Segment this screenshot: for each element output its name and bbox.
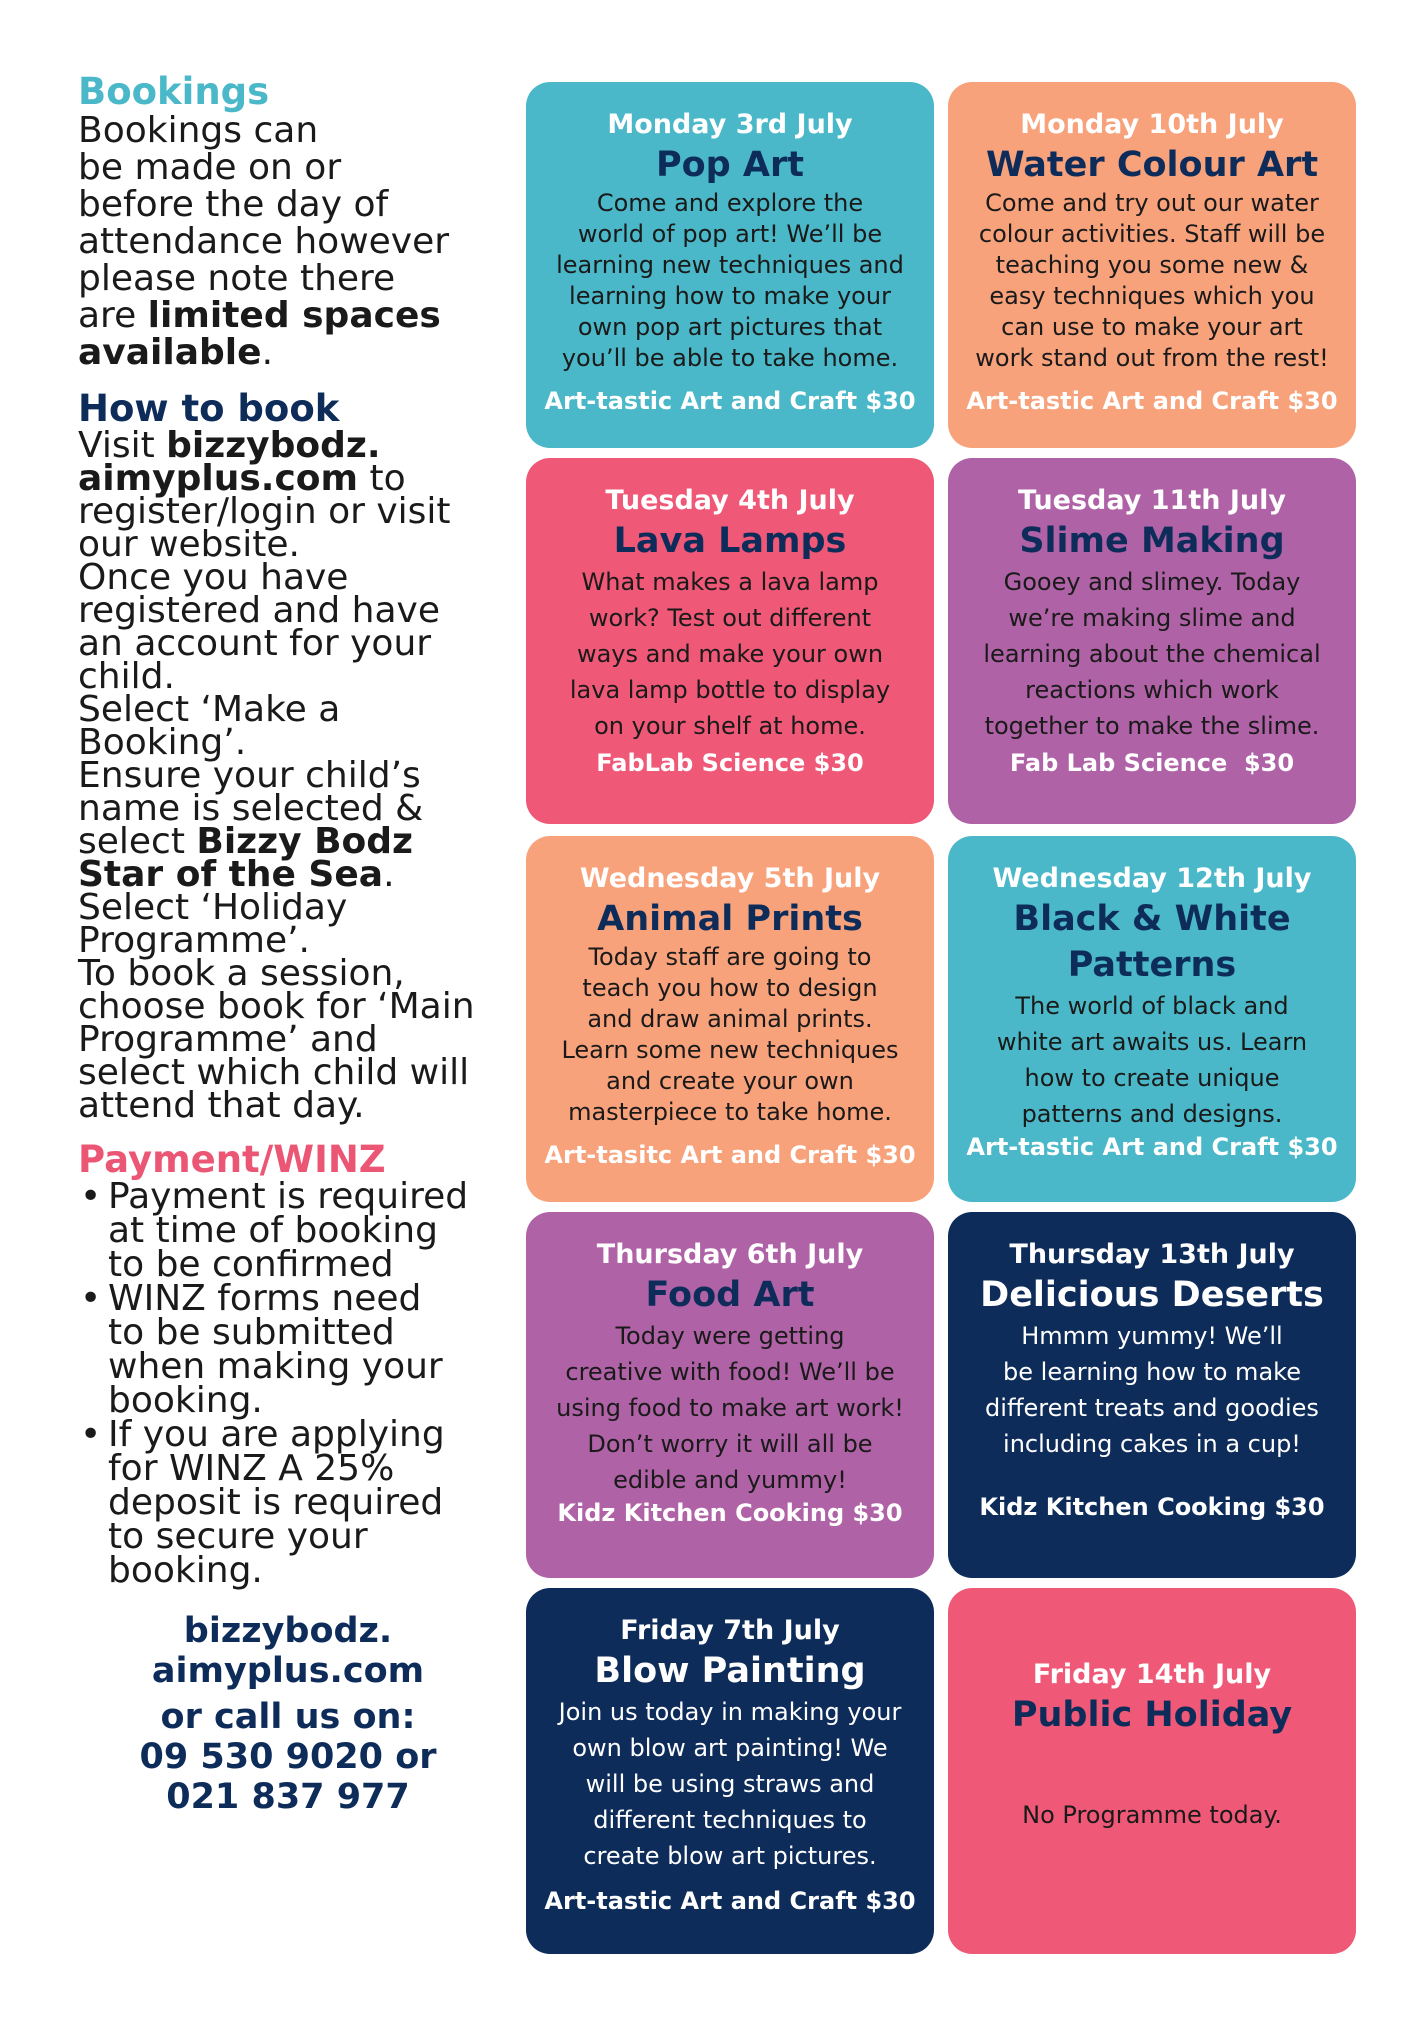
booking-site-link-2[interactable]: aimyplus.com [78,458,359,499]
htb-line: Booking’. [78,722,247,763]
session-card-slime-making [948,458,1356,824]
card-description [556,188,904,374]
htb-line: child. [78,656,175,697]
card-title: Blow Painting [594,1651,866,1691]
htb-line: Once you have [78,557,349,598]
visit-text: Visit [78,425,167,466]
desc-line: using food to make art work! [556,1394,904,1422]
card-date: Wednesday 5th July [579,863,881,894]
bookings-line: attendance however [78,221,450,262]
htb-line: To book a session, [78,953,405,994]
desc-line: and create your own [606,1067,854,1095]
card-date: Thursday 13th July [1009,1239,1295,1270]
bookings-heading: Bookings [78,70,270,113]
desc-line: learning about the chemical [983,640,1321,668]
contact-site-link-2[interactable]: aimyplus.com [151,1651,425,1691]
desc-line: easy techniques which you [989,282,1315,310]
card-price: Art-tastic Art and Craft $30 [544,387,916,415]
payment-bullet [78,1414,508,1591]
desc-line: own pop art pictures that [577,313,883,341]
bookings-are: are [78,295,148,336]
session-card-food-art [526,1212,934,1578]
desc-line: be learning how to make [1003,1358,1301,1386]
desc-line: will be using straws and [585,1770,875,1798]
htb-line: our website. [78,524,300,565]
desc-line: edible and yummy! [613,1466,847,1494]
htb-line: Select ‘Make a [78,689,341,730]
payment-line: • Payment is required [108,1176,469,1217]
call-us-text: or call us on: [160,1697,416,1737]
desc-line: Don’t worry it will all be [587,1430,873,1458]
phone-number-2[interactable]: 021 837 977 [166,1777,410,1817]
star-of-the-sea: Star of the Sea [78,854,384,895]
session-card-black-white-patterns [948,836,1356,1202]
card-date: Monday 3rd July [607,109,853,140]
desc-line: reactions which work [1025,676,1279,704]
desc-line: own blow art painting! We [572,1734,888,1762]
card-title: Water Colour Art [985,145,1319,185]
htb-line: name is selected & [78,788,424,829]
desc-line: including cakes in a cup! [1003,1430,1301,1458]
desc-line: work? Test out different [588,604,872,632]
desc-line: The world of black and [1015,992,1289,1020]
contact-site-link[interactable]: bizzybodz. [183,1611,393,1651]
desc-line: learning new techniques and [556,251,904,279]
desc-line: Hmmm yummy! We’ll [1021,1322,1283,1350]
desc-line: lava lamp bottle to display [569,676,891,704]
htb-line: an account for your [78,623,432,664]
session-card-animal-prints [526,836,934,1202]
desc-line: different techniques to [593,1806,867,1834]
bizzy-bodz: Bizzy Bodz [196,821,413,862]
card-title: Pop Art [655,145,804,185]
card-title: Food Art [645,1275,815,1315]
session-card-blow-painting [526,1588,934,1954]
select-text: select [78,821,197,862]
card-date: Wednesday 12th July [992,863,1312,894]
card-date: Monday 10th July [1020,109,1284,140]
desc-line: on your shelf at home. [594,712,866,740]
card-title: Animal Prints [597,899,863,939]
card-price: Art-tastic Art and Craft $30 [544,1887,916,1915]
card-description [559,1694,902,1874]
session-card-lava-lamps [526,458,934,824]
title-line: Patterns [1067,945,1237,985]
payment-line: to be submitted [108,1312,395,1353]
desc-line: create blow art pictures. [583,1842,877,1870]
htb-line: Ensure your child’s [78,755,421,796]
htb-line: choose book for ‘Main [78,986,475,1027]
to-text: to [358,458,406,499]
desc-line: together to make the slime. [984,712,1320,740]
htb-line: Star of the Sea. [78,854,395,895]
payment-heading: Payment/WINZ [78,1138,386,1181]
card-price: Art-tastic Art and Craft $30 [966,387,1338,415]
how-to-book-text [78,425,508,1126]
payment-line: deposit is required [108,1482,444,1523]
info-column [78,72,508,1820]
bookings-line: Bookings can [78,110,319,151]
htb-line: Programme’ and [78,1019,378,1060]
card-price: Fab Lab Science $30 [1009,749,1295,777]
payment-line: when making your [108,1346,443,1387]
htb-line: Select ‘Holiday [78,887,348,928]
desc-line: and draw animal prints. [587,1005,873,1033]
payment-line: • If you are applying [108,1414,445,1455]
card-description [985,1318,1319,1462]
htb-line: attend that day. [78,1085,365,1126]
bookings-line: be made on or [78,147,342,188]
card-date: Friday 7th July [620,1615,840,1646]
session-card-pop-art [526,82,934,448]
payment-line: • WINZ forms need [108,1278,422,1319]
desc-line: Come and explore the [596,189,864,217]
card-price: Art-tastic Art and Craft $30 [966,1133,1338,1161]
htb-line: select which child will [78,1052,470,1093]
desc-line: Come and try out our water [985,189,1319,217]
htb-line: registered and have [78,590,440,631]
phone-number-1[interactable]: 09 530 9020 or [139,1737,437,1777]
card-description [997,988,1307,1132]
how-to-book-heading: How to book [78,387,340,430]
session-card-public-holiday [948,1588,1356,1954]
bookings-line [78,297,508,334]
session-card-delicious-deserts [948,1212,1356,1578]
desc-line: teaching you some new & [995,251,1309,279]
desc-line: we’re making slime and [1008,604,1296,632]
card-date: Tuesday 11th July [1018,485,1286,516]
card-date: Thursday 6th July [596,1239,864,1270]
card-description [975,188,1328,374]
desc-line: colour activities. Staff will be [978,220,1326,248]
card-date: Tuesday 4th July [605,485,855,516]
card-description [983,564,1320,744]
payment-bullet [78,1176,508,1285]
limited-spaces: limited spaces [147,295,441,336]
desc-line: creative with food! We’ll be [565,1358,895,1386]
desc-line: ways and make your own [576,640,884,668]
card-price: Kidz Kitchen Cooking $30 [557,1499,903,1527]
desc-line: how to create unique [1024,1064,1280,1092]
desc-line: Join us today in making your [558,1698,902,1726]
payment-line: to secure your [108,1516,368,1557]
desc-line: work stand out from the rest! [975,344,1329,372]
desc-line: No Programme today. [1022,1801,1282,1829]
card-description [561,942,898,1128]
card-description [556,1318,904,1498]
desc-line: can use to make your art [1001,313,1303,341]
payment-bullet [78,1278,508,1421]
desc-line: patterns and designs. [1021,1100,1283,1128]
card-title: Delicious Deserts [980,1275,1324,1315]
payment-line: to be confirmed [108,1244,394,1285]
card-date: Friday 14th July [1032,1659,1272,1690]
desc-line: you’ll be able to take home. [561,344,899,372]
booking-site-link[interactable]: bizzybodz. [166,425,381,466]
desc-line: learning how to make your [569,282,891,310]
payment-line: booking. [108,1380,263,1421]
session-card-water-colour-art [948,82,1356,448]
payment-line: for WINZ A 25% [108,1448,395,1489]
desc-line: Gooey and slimey. Today [1003,568,1301,596]
bookings-line: before the day of [78,184,389,225]
title-line: Black & White [1013,899,1291,939]
desc-line: Learn some new techniques [561,1036,899,1064]
contact-block [78,1608,498,1820]
card-description [1022,1800,1282,1831]
payment-line: at time of booking [108,1210,438,1251]
card-title: Slime Making [1019,521,1285,561]
bookings-line [78,334,508,371]
bookings-line: please note there [78,258,396,299]
card-title: Lava Lamps [613,521,847,561]
desc-line: world of pop art! We’ll be [577,220,883,248]
desc-line: masterpiece to take home. [568,1098,892,1126]
card-title: Public Holiday [1011,1695,1293,1735]
desc-line: What makes a lava lamp [581,568,879,596]
available: available [78,332,262,373]
desc-line: Today staff are going to [588,943,872,971]
bookings-period: . [261,332,274,373]
bookings-text [78,112,508,371]
card-price: Art-tasitc Art and Craft $30 [544,1141,916,1169]
card-title [1013,896,1290,988]
card-description [570,564,890,744]
payment-list [78,1176,508,1591]
desc-line: teach you how to design [582,974,878,1002]
htb-line: register/login or visit [78,491,451,532]
desc-line: white art awaits us. Learn [996,1028,1308,1056]
htb-line: Programme’. [78,920,310,961]
desc-line: different treats and goodies [985,1394,1319,1422]
card-price: Kidz Kitchen Cooking $30 [979,1493,1325,1521]
card-price: FabLab Science $30 [596,749,864,777]
desc-line: Today were getting [615,1322,845,1350]
payment-line: booking. [108,1550,263,1591]
